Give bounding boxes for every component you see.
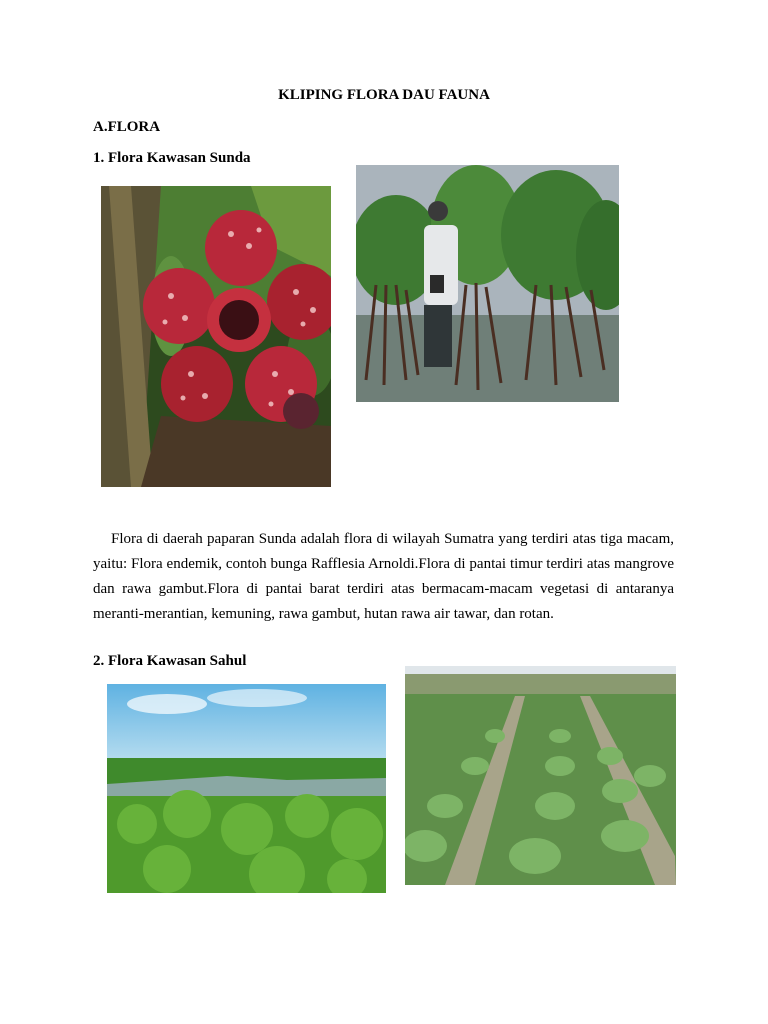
section-heading: A.FLORA xyxy=(93,119,161,135)
subsection-heading-sunda: 1. Flora Kawasan Sunda xyxy=(93,150,251,166)
subsection-heading-sahul: 2. Flora Kawasan Sahul xyxy=(93,653,247,669)
rafflesia-photo xyxy=(101,186,331,487)
mangrove-aerial-photo xyxy=(107,684,386,893)
cabbage-field-photo xyxy=(405,666,676,885)
mangrove-person-photo xyxy=(356,165,619,402)
flora-sunda-paragraph: Flora di daerah paparan Sunda adalah flora di wilayah Sumatra yang terdiri atas tiga macam, yaitu: Flora endemik, contoh bunga Rafflesia Arnoldi.Flora di pantai timur terdiri atas mangrove dan rawa gambut.Flora di pantai barat terdiri atas bermacam-macam vegetasi di antaranya meranti-merantian, kemuning, rawa gambut, hutan rawa air tawar, dan rotan. xyxy=(93,531,674,622)
document-title: KLIPING FLORA DAU FAUNA xyxy=(278,87,490,103)
